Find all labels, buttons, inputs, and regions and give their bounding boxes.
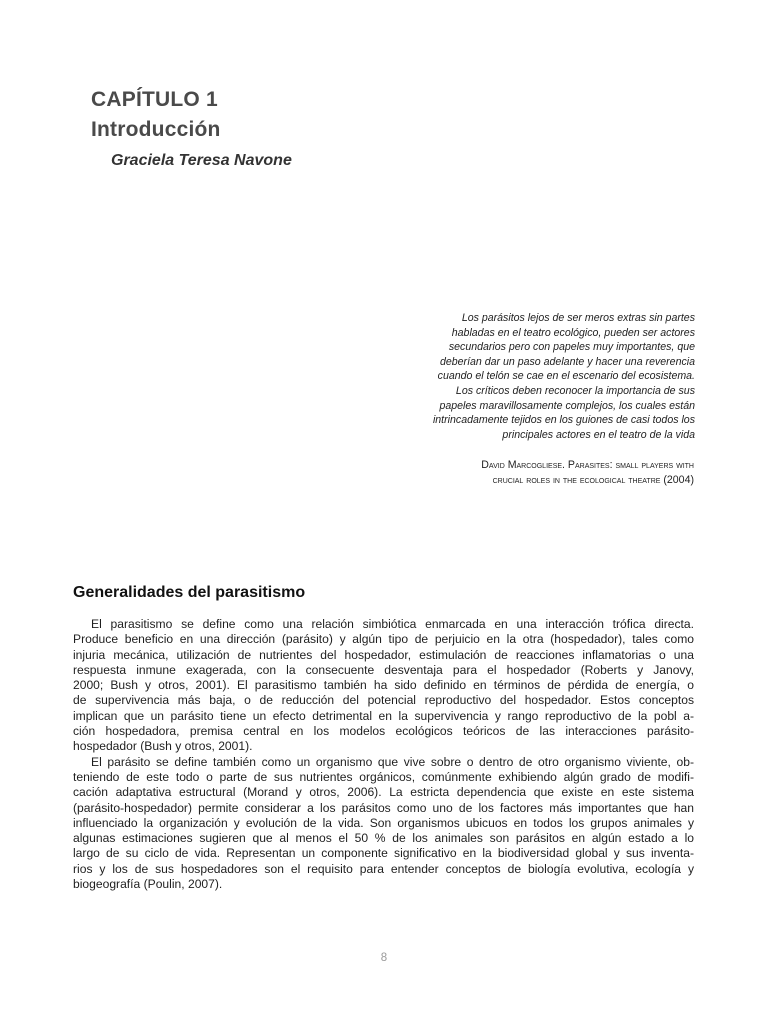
epigraph-line: cuando el telón se cae en el escenario del ecosistema.: [437, 370, 695, 383]
body-line: ción hospedadora, premisa central en los modelos ecológicos teóricos de las interacciones parásito-: [73, 724, 694, 739]
page-number: 8: [380, 952, 388, 964]
body-line: teniendo de este todo o parte de sus nutrientes orgánicos, comúnmente exhibiendo algún grado de modifi-: [73, 769, 694, 784]
body-line: Produce beneficio en una dirección (parásito) y algún tipo de perjuicio en la otra (hospedador), tales como: [73, 632, 694, 647]
epigraph-line: principales actores en el teatro de la vida: [502, 428, 695, 441]
epigraph-line: papeles maravillosamente complejos, los cuales están: [439, 399, 695, 412]
epigraph-line: habladas en el teatro ecológico, pueden ser actores: [451, 326, 695, 339]
epigraph-line: secundarios pero con papeles muy importantes, que: [448, 341, 695, 354]
epigraph-quote: [395, 311, 695, 442]
body-line: hospedador (Bush y otros, 2001).: [73, 739, 253, 754]
epigraph-line: intrincadamente tejidos en los guiones de casi todos los: [432, 414, 695, 427]
body-line: rios y los de sus hospedadores son el requisito para entender conceptos de biología evolutiva, ecología y: [73, 861, 694, 876]
body-line: El parasitismo se define como una relación simbiótica enmarcada en una interacción trófica directa.: [91, 617, 694, 631]
body-line: largo de su ciclo de vida. Representan un componente significativo en la biodiversidad global y sus inventa-: [73, 846, 694, 861]
epigraph-line: Los parásitos lejos de ser meros extras sin partes: [461, 312, 695, 324]
attribution-line: David Marcogliese. Parasites: small players with: [481, 459, 694, 471]
section-body: [73, 617, 694, 892]
chapter-label: CAPÍTULO 1: [91, 88, 218, 111]
body-line: El parásito se define también como un organismo que vive sobre o dentro de otro organismo viviente, ob-: [91, 754, 694, 769]
attribution-line: crucial roles in the ecological theatre (2004): [492, 473, 694, 486]
body-line: influenciado la organización y evolución de la vida. Son organismos ubicuos en todos los grupos animales y: [73, 815, 694, 830]
body-line: implican que un parásito tiene un efecto detrimental en la supervivencia y rango reproductivo de la pobl a-: [73, 708, 694, 723]
chapter-title: Introducción: [91, 118, 221, 141]
chapter-author: Graciela Teresa Navone: [111, 152, 292, 169]
body-line: biogeografía (Poulin, 2007).: [73, 877, 223, 892]
body-line: 2000; Bush y otros, 2001). El parasitismo también ha sido definido en términos de pérdida de energía, o: [73, 678, 694, 693]
body-line: injuria mecánica, utilización de nutrientes del hospedador, estimulación de reacciones inflamatorias o una: [73, 647, 694, 662]
body-line: algunas estimaciones sugieren que al menos el 50 % de los animales son parásitos en algún estado a lo: [73, 831, 694, 846]
section-heading: Generalidades del parasitismo: [73, 584, 306, 601]
body-line: de supervivencia más baja, o de reducción del potencial reproductivo del hospedador. Estos conceptos: [73, 693, 694, 708]
epigraph-attribution: [374, 458, 694, 487]
epigraph-line: deberían dar un paso adelante y hacer una reverencia: [439, 355, 695, 368]
body-line: respuesta inmune exagerada, con la consecuente desventaja para el hospedador (Roberts y Janovy,: [73, 662, 694, 677]
body-line: (parásito-hospedador) permite considerar a los parásitos como uno de los factores más importantes que han: [73, 800, 694, 815]
body-line: cación adaptativa estructural (Morand y otros, 2006). La estricta dependencia que existe en este sistema: [73, 785, 694, 800]
epigraph-line: Los críticos deben reconocer la importancia de sus: [455, 384, 695, 397]
